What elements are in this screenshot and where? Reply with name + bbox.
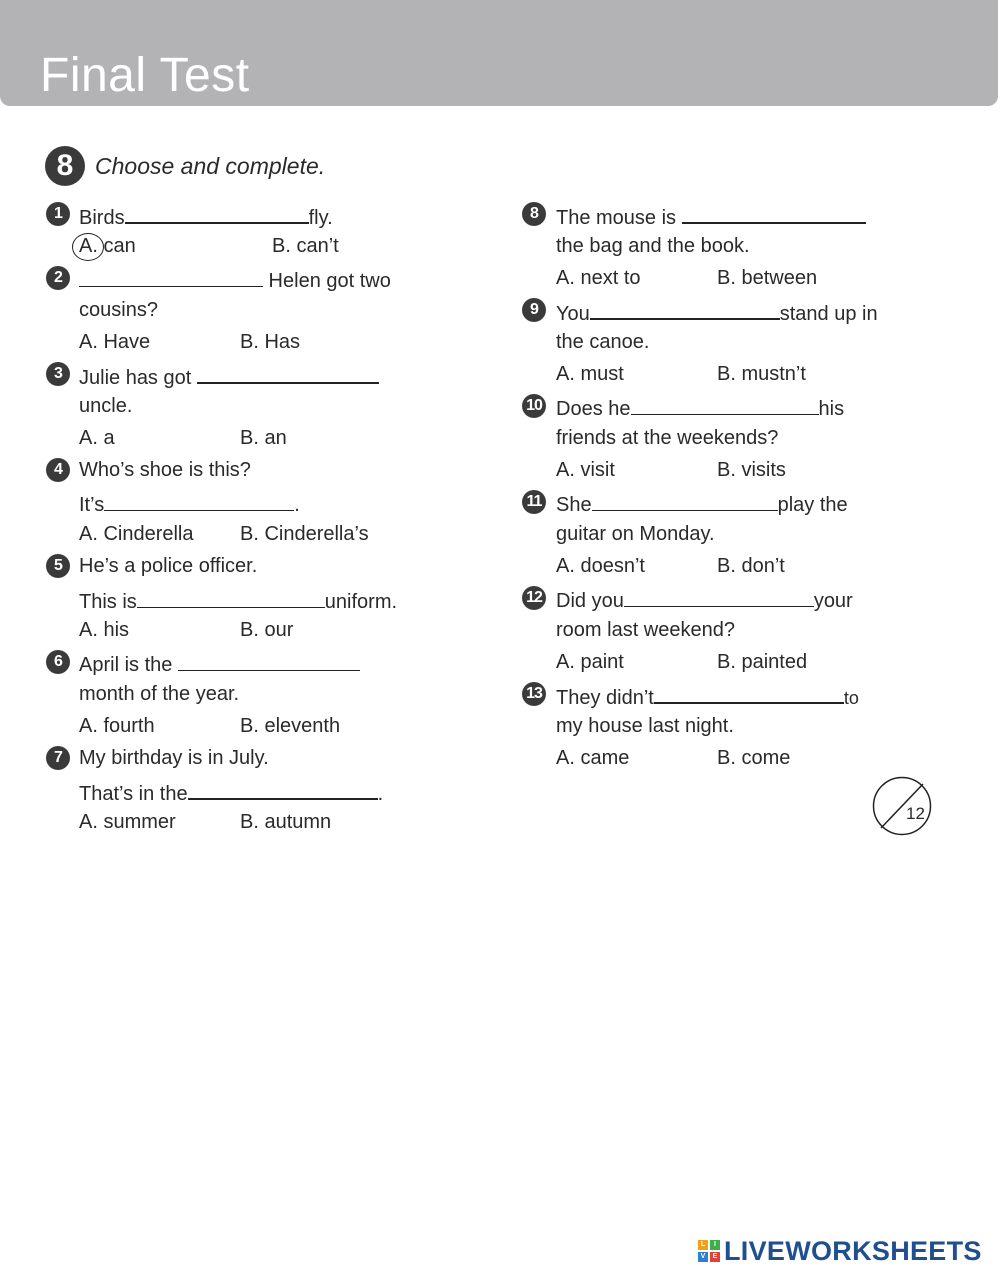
option-a-1[interactable]: A. can	[79, 235, 136, 257]
question-6-line2: month of the year.	[79, 683, 240, 705]
option-b-12[interactable]: B. painted	[717, 651, 808, 673]
header-bar	[0, 0, 998, 106]
question-number-10: 10	[522, 394, 546, 418]
option-b-2[interactable]: B. Has	[240, 331, 301, 353]
question-11-line2: guitar on Monday.	[556, 523, 715, 545]
question-8-line2: the bag and the book.	[556, 235, 750, 257]
question-7-line2: That’s in the .	[79, 778, 383, 806]
logo-blocks-icon: L I V E	[698, 1240, 720, 1262]
option-a-10[interactable]: A. visit	[556, 459, 615, 481]
answer-blank-9[interactable]	[590, 298, 780, 320]
question-5-line2: This is uniform.	[79, 587, 397, 614]
question-7-text: My birthday is in July.	[79, 747, 269, 769]
option-b-8[interactable]: B. between	[717, 267, 818, 289]
liveworksheets-logo	[698, 1236, 982, 1266]
option-b-11[interactable]: B. don’t	[717, 555, 785, 577]
question-11-text: She play the	[556, 490, 848, 517]
question-number-3: 3	[46, 362, 70, 386]
question-3-text: Julie has got	[79, 362, 379, 390]
question-12-line2: room last weekend?	[556, 619, 735, 641]
question-12-text: Did you your	[556, 586, 853, 613]
option-b-6[interactable]: B. eleventh	[240, 715, 341, 737]
option-b-10[interactable]: B. visits	[717, 459, 786, 481]
option-b-13[interactable]: B. come	[717, 747, 791, 769]
question-9-text: You stand up in	[556, 298, 878, 326]
question-1-text: Birds fly.	[79, 202, 333, 230]
answer-blank-3[interactable]	[197, 362, 379, 384]
question-number-6: 6	[46, 650, 70, 674]
option-b-7[interactable]: B. autumn	[240, 811, 332, 833]
instruction-text: Choose and complete.	[95, 153, 326, 179]
question-number-11: 11	[522, 490, 546, 514]
option-b-4[interactable]: B. Cinderella’s	[240, 523, 369, 545]
question-4-line2: It’s .	[79, 490, 300, 517]
answer-blank-13[interactable]	[654, 682, 844, 704]
option-a-7[interactable]: A. summer	[79, 811, 176, 833]
question-number-7: 7	[46, 746, 70, 770]
question-number-12: 12	[522, 586, 546, 610]
question-5-text: He’s a police officer.	[79, 555, 258, 577]
section-number-badge: 8	[45, 146, 85, 186]
question-number-1: 1	[46, 202, 70, 226]
option-a-3[interactable]: A. a	[79, 427, 115, 449]
answer-blank-4[interactable]	[104, 490, 294, 511]
answer-blank-11[interactable]	[592, 490, 778, 511]
question-3-line2: uncle.	[79, 395, 133, 417]
option-a-11[interactable]: A. doesn’t	[556, 555, 645, 577]
question-number-4: 4	[46, 458, 70, 482]
question-8-text: The mouse is	[556, 202, 866, 230]
option-b-5[interactable]: B. our	[240, 619, 294, 641]
question-13-line2: my house last night.	[556, 715, 734, 737]
question-6-text: April is the	[79, 650, 360, 677]
option-a-8[interactable]: A. next to	[556, 267, 641, 289]
answer-blank-5[interactable]	[137, 587, 325, 608]
question-9-line2: the canoe.	[556, 331, 650, 353]
answer-blank-8[interactable]	[682, 202, 866, 224]
answer-blank-1[interactable]	[125, 202, 309, 224]
question-number-8: 8	[522, 202, 546, 226]
answer-blank-7[interactable]	[188, 778, 378, 800]
answer-blank-12[interactable]	[624, 586, 814, 607]
option-a-4[interactable]: A. Cinderella	[79, 523, 194, 545]
score-total: 12	[906, 804, 925, 823]
answer-blank-2[interactable]	[79, 266, 263, 287]
option-b-9[interactable]: B. mustn’t	[717, 363, 806, 385]
question-4-text: Who’s shoe is this?	[79, 459, 251, 481]
option-b-1[interactable]: B. can’t	[272, 235, 339, 257]
question-number-13: 13	[522, 682, 546, 706]
question-2-text: Helen got two	[79, 266, 391, 293]
option-a-12[interactable]: A. paint	[556, 651, 624, 673]
question-13-text: They didn’t to	[556, 682, 859, 710]
brand-name: LIVEWORKSHEETS	[724, 1235, 982, 1266]
question-10-line2: friends at the weekends?	[556, 427, 779, 449]
option-b-3[interactable]: B. an	[240, 427, 287, 449]
question-number-2: 2	[46, 266, 70, 290]
answer-blank-10[interactable]	[631, 394, 819, 415]
question-number-5: 5	[46, 554, 70, 578]
question-number-9: 9	[522, 298, 546, 322]
option-a-5[interactable]: A. his	[79, 619, 130, 641]
option-a-2[interactable]: A. Have	[79, 331, 151, 353]
option-a-9[interactable]: A. must	[556, 363, 624, 385]
question-2-line2: cousins?	[79, 299, 158, 321]
answer-blank-6[interactable]	[178, 650, 360, 671]
option-a-6[interactable]: A. fourth	[79, 715, 155, 737]
page-title: Final Test	[40, 49, 250, 102]
question-10-text: Does he his	[556, 394, 844, 421]
option-a-13[interactable]: A. came	[556, 747, 630, 769]
